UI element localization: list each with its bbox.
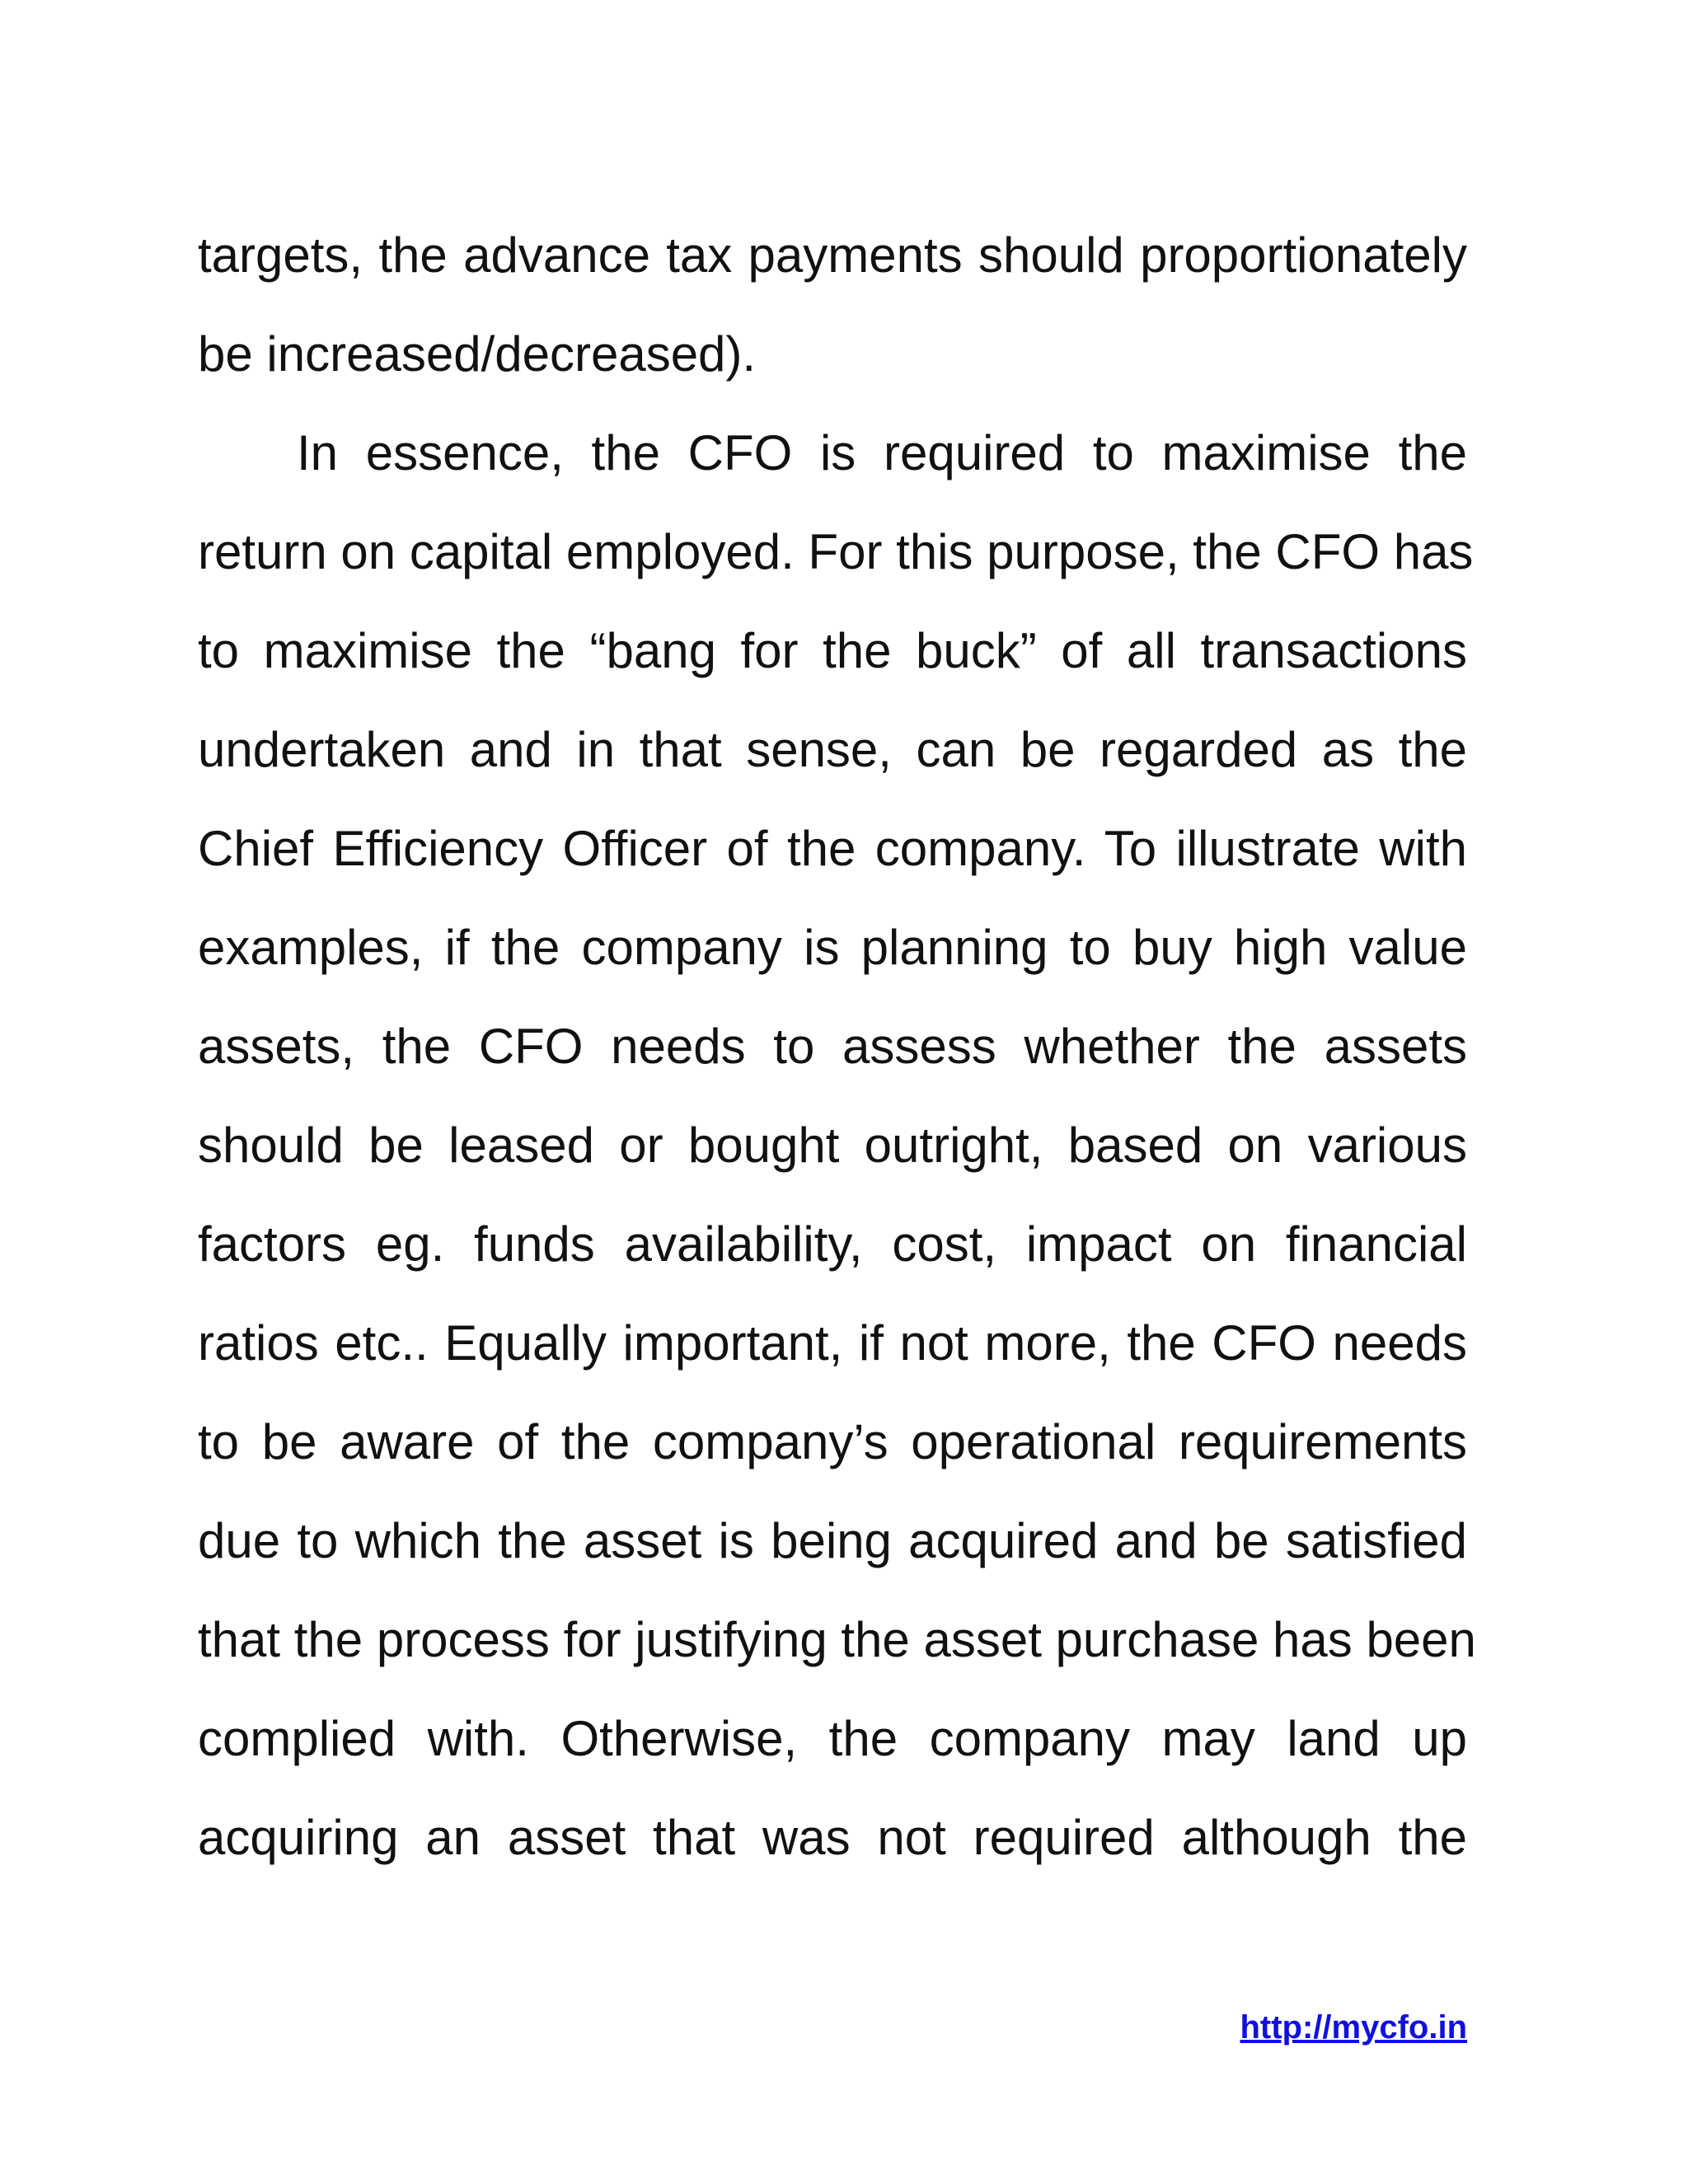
paragraph-1-line-2: be increased/decreased). [198,326,757,382]
paragraph-2-line-6: examples, if the company is planning to buy high value [198,920,1467,975]
paragraph-1-line-1: targets, the advance tax payments should proportionately [198,227,1467,283]
body-text [198,206,1476,1887]
paragraph-2-line-12: due to which the asset is being acquired and be satisfied [198,1513,1467,1568]
paragraph-2-line-4: undertaken and in that sense, can be regarded as the [198,722,1467,777]
paragraph-2-line-15: acquiring an asset that was not required although the [198,1810,1467,1865]
paragraph-2-line-8: should be leased or bought outright, based on various [198,1118,1467,1173]
paragraph-2-line-3: to maximise the “bang for the buck” of all transactions [198,623,1467,678]
paragraph-2-line-14: complied with. Otherwise, the company may land up [198,1711,1467,1766]
paragraph-2-line-7: assets, the CFO needs to assess whether the assets [198,1019,1467,1074]
paragraph-2-line-10: ratios etc.. Equally important, if not more, the CFO needs [198,1315,1467,1371]
paragraph-2-line-13: that the process for justifying the asset purchase has been [198,1612,1476,1667]
paragraph-2-line-2: return on capital employed. For this purpose, the CFO has [198,524,1474,579]
paragraph-2-line-9: factors eg. funds availability, cost, impact on financial [198,1216,1467,1272]
footer-website-link[interactable]: http://mycfo.in [1240,2009,1467,2046]
paragraph-2-line-5: Chief Efficiency Officer of the company. To illustrate with [198,821,1467,876]
paragraph-2-line-1: In essence, the CFO is required to maximise the [297,425,1467,480]
paragraph-2-line-11: to be aware of the company’s operational requirements [198,1414,1467,1469]
